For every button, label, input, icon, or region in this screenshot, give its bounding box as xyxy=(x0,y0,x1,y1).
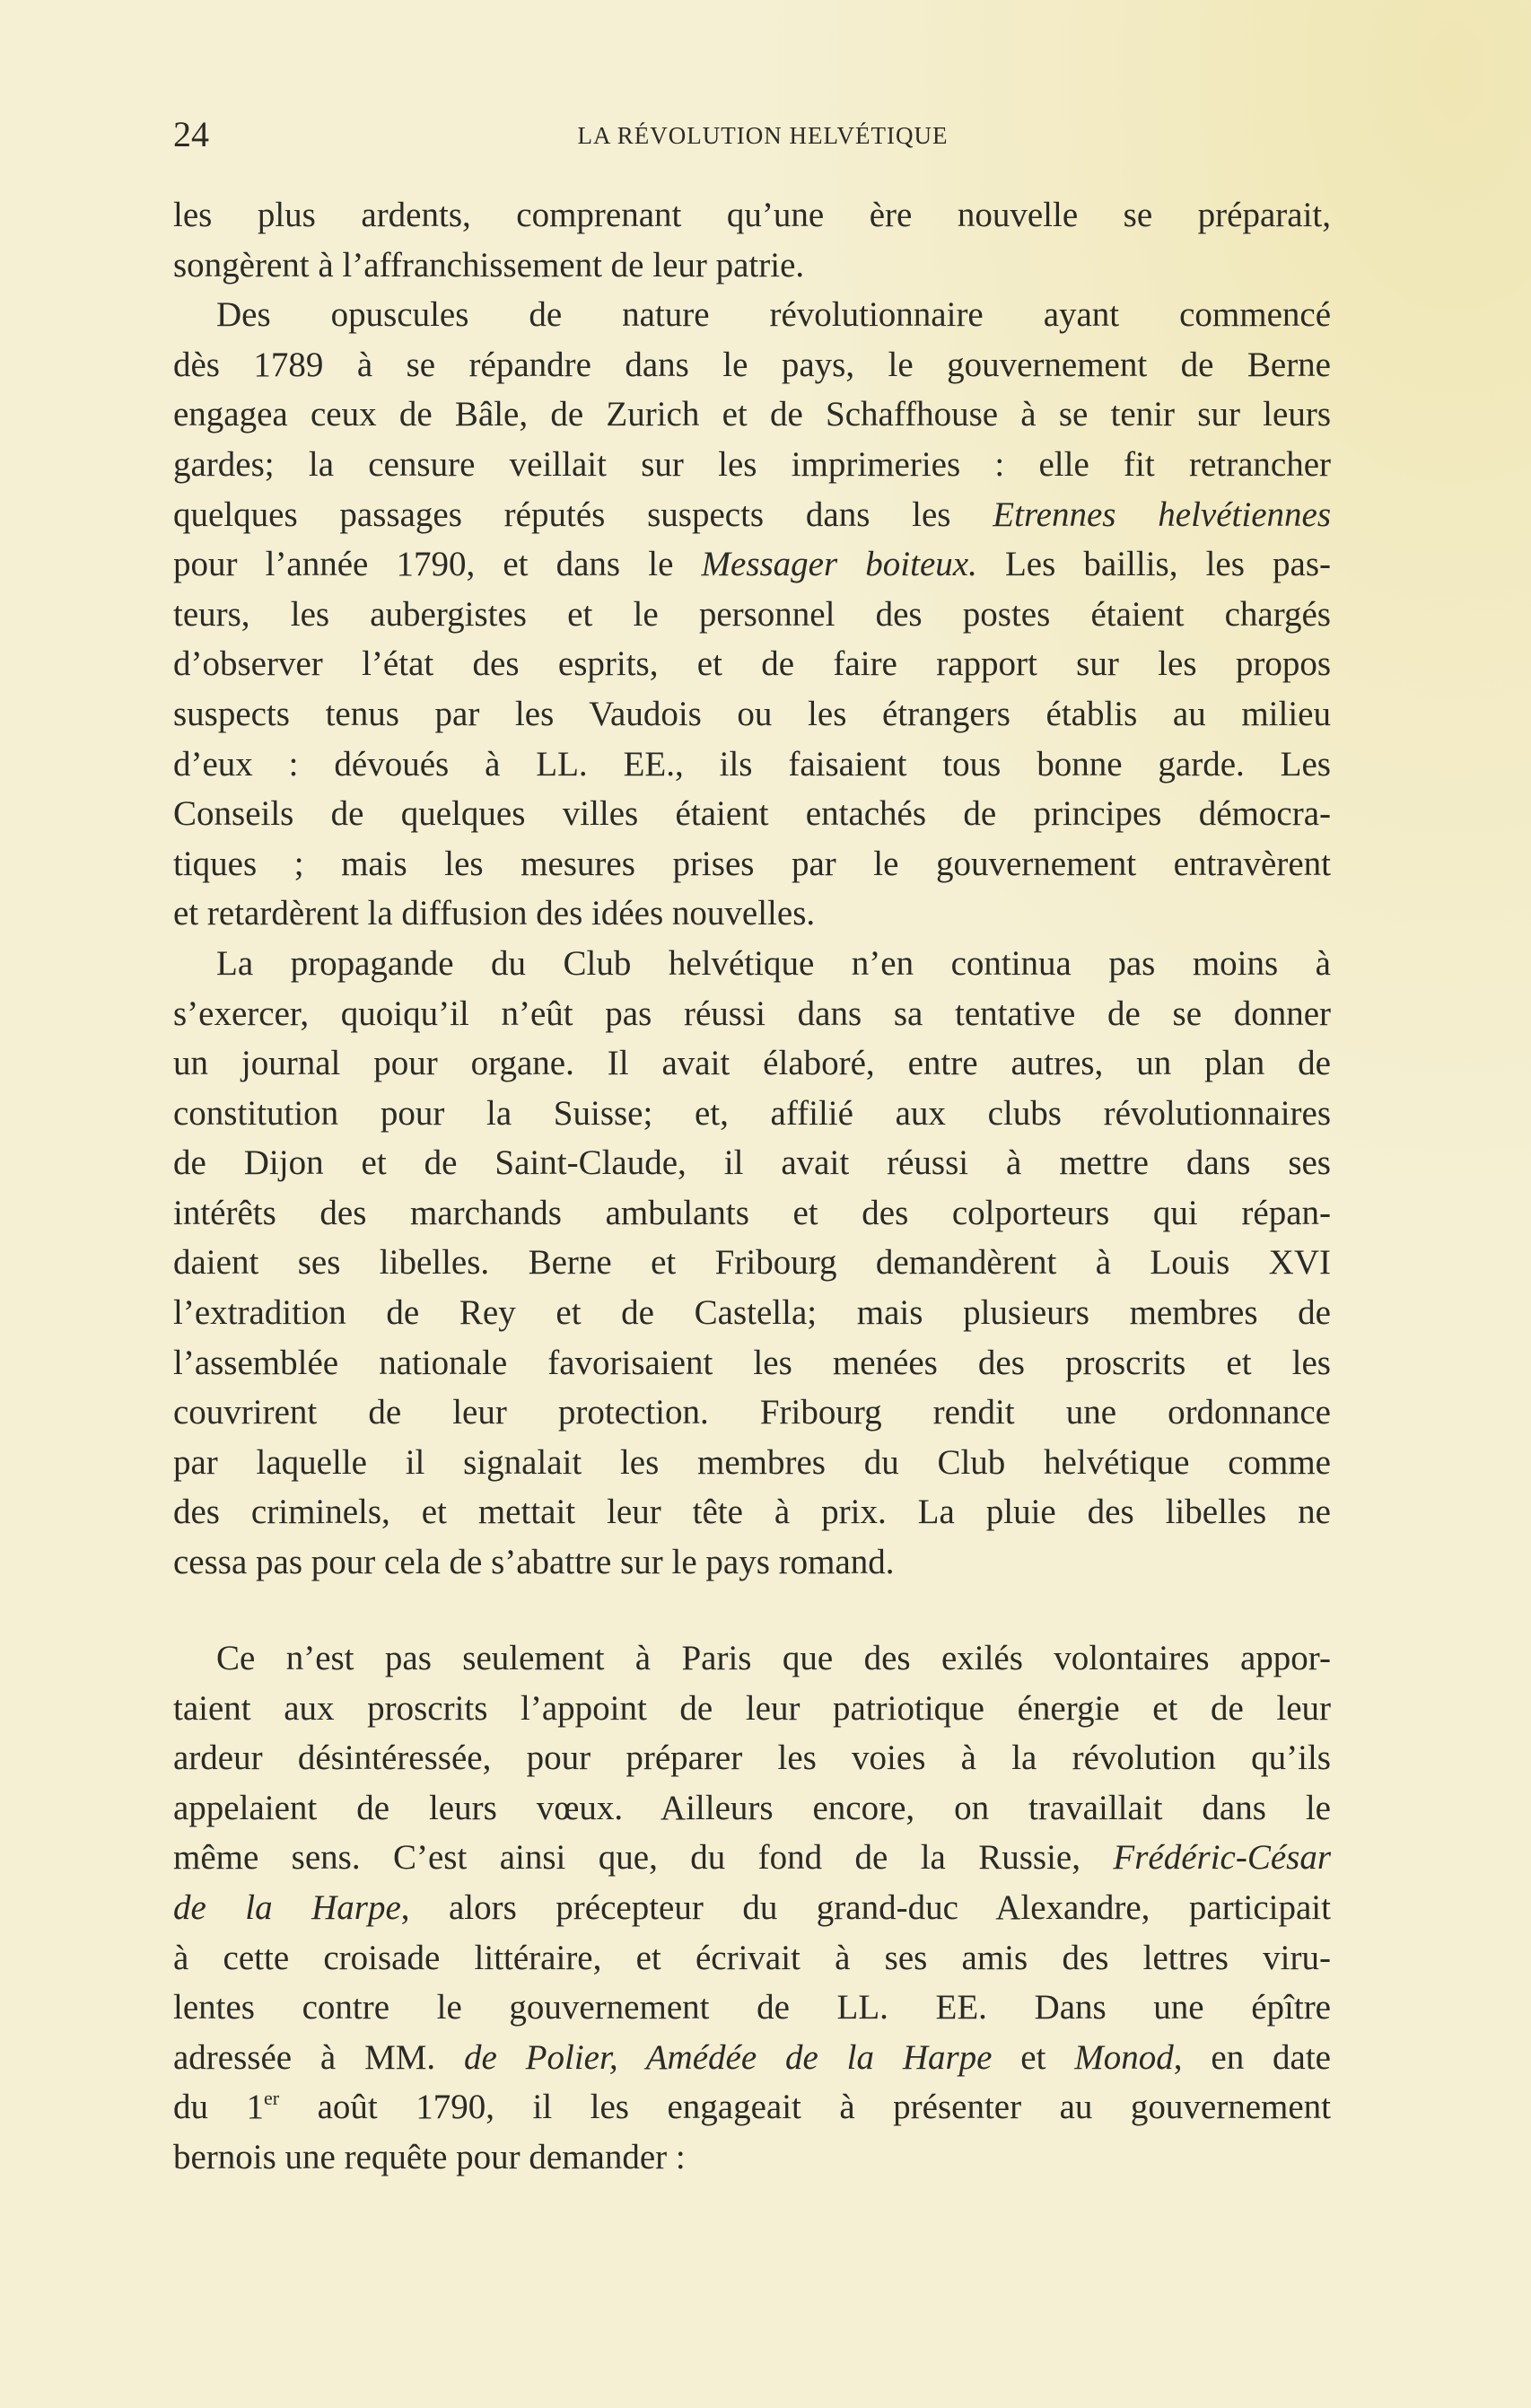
text-line xyxy=(173,1983,1331,2033)
text-line xyxy=(173,1833,1331,1883)
text-line xyxy=(173,1684,1331,1734)
text-span: lentes contre le gouvernement de LL. EE. Dans une épître xyxy=(173,1988,1331,2027)
text-span: Ce n’est pas seulement à Paris que des exilés volontaires appor- xyxy=(216,1639,1331,1677)
text-line xyxy=(173,390,1331,440)
text-span: cessa pas pour cela de s’abattre sur le pays romand. xyxy=(173,1543,895,1582)
text-line xyxy=(173,241,1331,291)
text-span: appelaient de leurs vœux. Ailleurs encore, on travaillait dans le xyxy=(173,1788,1331,1827)
paragraph xyxy=(173,939,1331,1588)
text-span: daient ses libelles. Berne et Fribourg demandèrent à Louis XVI xyxy=(173,1243,1331,1283)
text-span: l’assemblée nationale favorisaient les menées des proscrits et les xyxy=(173,1343,1331,1382)
text-line xyxy=(173,1089,1331,1139)
italic-text: de la Harpe xyxy=(173,1887,401,1927)
text-line xyxy=(173,1288,1331,1338)
text-span: d’observer l’état des esprits, et de faire rapport sur les propos xyxy=(173,644,1331,684)
text-span: l’extradition de Rey et de Castella; mais plusieurs membres de xyxy=(173,1293,1331,1333)
text-span: août 1790, il les engageait à présenter au gouvernement xyxy=(279,2088,1331,2127)
text-line xyxy=(173,789,1331,839)
text-line xyxy=(173,689,1331,740)
text-line xyxy=(173,1883,1331,1933)
text-line xyxy=(173,1188,1331,1239)
text-span: du 1 xyxy=(173,2088,264,2127)
body-text-section-1 xyxy=(173,190,1331,1588)
text-line xyxy=(173,939,1331,989)
text-span: quelques passages réputés suspects dans les xyxy=(173,495,993,534)
text-span: tiques ; mais les mesures prises par le gouvernement entravèrent xyxy=(173,844,1331,883)
text-line xyxy=(173,1733,1331,1783)
text-line xyxy=(173,1487,1331,1537)
text-line xyxy=(173,839,1331,889)
italic-text: Messager boiteux. xyxy=(701,545,977,584)
text-line xyxy=(173,590,1331,640)
text-span: gardes; la censure veillait sur les imprimeries : elle fit retrancher xyxy=(173,444,1331,484)
text-line xyxy=(173,1933,1331,1983)
text-line xyxy=(173,1038,1331,1089)
text-line xyxy=(173,539,1331,590)
paragraph xyxy=(173,1633,1331,2183)
text-span: Les baillis, les pas- xyxy=(976,545,1332,584)
text-span: teurs, les aubergistes et le personnel des postes étaient chargés xyxy=(173,594,1331,634)
text-span: ardeur désintéressée, pour préparer les voies à la révolution qu’ils xyxy=(173,1738,1331,1778)
page-number: 24 xyxy=(173,114,209,154)
italic-text: Frédéric-César xyxy=(1113,1838,1331,1878)
text-line xyxy=(173,1438,1331,1488)
text-span: , en date xyxy=(1173,2037,1331,2077)
text-line xyxy=(173,1388,1331,1438)
text-span: d’eux : dévoués à LL. EE., ils faisaient tous bonne garde. Les xyxy=(173,744,1331,784)
text-span: engagea ceux de Bâle, de Zurich et de Schaffhouse à se tenir sur leurs xyxy=(173,395,1331,434)
text-span: les plus ardents, comprenant qu’une ère nouvelle se préparait, xyxy=(173,196,1331,234)
text-span: adressée à MM. xyxy=(173,2037,465,2077)
text-line xyxy=(173,1338,1331,1388)
text-span: Conseils de quelques villes étaient entachés de principes démocra- xyxy=(173,794,1331,834)
text-line xyxy=(173,1633,1331,1684)
text-span: à cette croisade littéraire, et écrivait à ses amis des lettres viru- xyxy=(173,1938,1331,1977)
text-span: des criminels, et mettait leur tête à prix. La pluie des libelles ne xyxy=(173,1493,1331,1532)
text-line xyxy=(173,989,1331,1039)
text-line xyxy=(173,889,1331,939)
paragraph xyxy=(173,190,1331,290)
text-line xyxy=(173,639,1331,689)
text-span: taient aux proscrits l’appoint de leur patriotique énergie et de leur xyxy=(173,1688,1331,1728)
text-span: couvrirent de leur protection. Fribourg rendit une ordonnance xyxy=(173,1393,1331,1432)
text-span: , alors précepteur du grand-duc Alexandre, participait xyxy=(400,1887,1331,1927)
text-span: pour l’année 1790, et dans le xyxy=(173,545,702,584)
text-span: bernois une requête pour demander : xyxy=(173,2137,686,2176)
running-title: LA RÉVOLUTION HELVÉTIQUE xyxy=(577,122,949,149)
text-span: songèrent à l’affranchissement de leur patrie. xyxy=(173,245,805,285)
text-span: s’exercer, quoiqu’il n’eût pas réussi dans sa tentative de se donner xyxy=(173,994,1331,1033)
text-line xyxy=(173,1537,1331,1588)
text-span: et retardèrent la diffusion des idées nouvelles. xyxy=(173,894,816,933)
italic-text: Monod xyxy=(1074,2037,1174,2077)
text-span: dès 1789 à se répandre dans le pays, le gouvernement de Berne xyxy=(173,345,1331,384)
text-span: intérêts des marchands ambulants et des colporteurs qui répan- xyxy=(173,1193,1331,1232)
text-line xyxy=(173,1783,1331,1834)
text-line xyxy=(173,340,1331,390)
text-line xyxy=(173,2132,1331,2183)
paragraph xyxy=(173,290,1331,939)
italic-text: de Polier, Amédée de la Harpe xyxy=(464,2037,993,2077)
text-span: de Dijon et de Saint-Claude, il avait réussi à mettre dans ses xyxy=(173,1143,1331,1183)
text-span: Des opuscules de nature révolutionnaire ayant commencé xyxy=(216,295,1331,335)
text-line xyxy=(173,440,1331,490)
text-line xyxy=(173,1138,1331,1188)
text-line xyxy=(173,290,1331,340)
text-span: par laquelle il signalait les membres du Club helvétique comme xyxy=(173,1442,1331,1482)
text-line xyxy=(173,190,1331,241)
text-line xyxy=(173,2033,1331,2083)
text-line xyxy=(173,740,1331,790)
text-line xyxy=(173,490,1331,540)
body-text-section-2 xyxy=(173,1633,1331,2183)
text-span: La propagande du Club helvétique n’en continua pas moins à xyxy=(216,943,1331,983)
italic-text: Etrennes helvétiennes xyxy=(993,495,1331,534)
text-span: et xyxy=(992,2037,1075,2077)
superscript-text: er xyxy=(264,2087,280,2110)
text-line xyxy=(173,1238,1331,1288)
text-span: suspects tenus par les Vaudois ou les étrangers établis au milieu xyxy=(173,694,1331,733)
text-span: un journal pour organe. Il avait élaboré, entre autres, un plan de xyxy=(173,1044,1331,1083)
text-span: constitution pour la Suisse; et, affilié aux clubs révolutionnaires xyxy=(173,1093,1331,1133)
text-line xyxy=(173,2082,1331,2132)
text-span: même sens. C’est ainsi que, du fond de la Russie, xyxy=(173,1838,1114,1878)
